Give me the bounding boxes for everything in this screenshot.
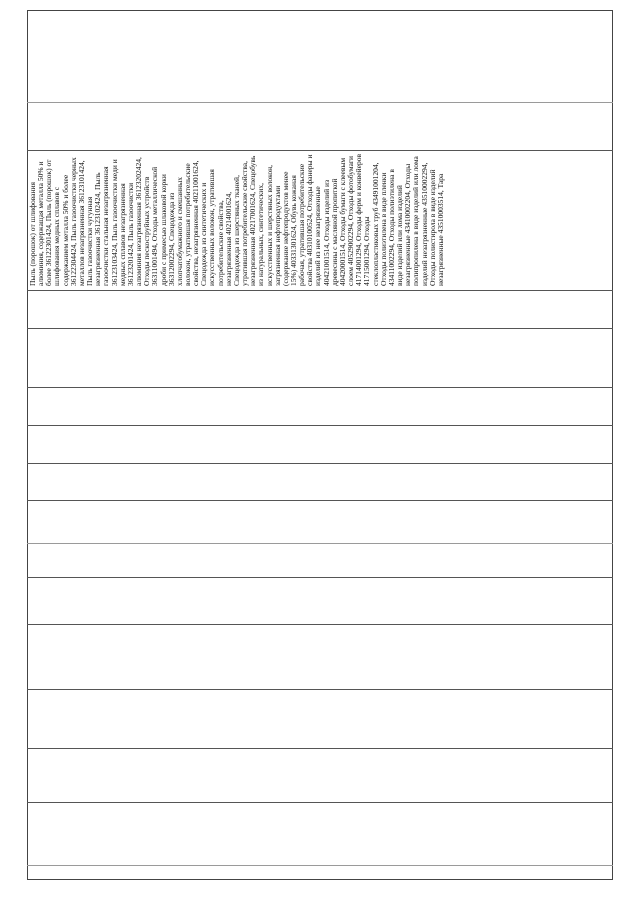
row-divider <box>27 290 613 291</box>
row-divider <box>27 500 613 501</box>
rotated-waste-list-cell <box>27 150 613 290</box>
row-divider <box>27 102 613 103</box>
row-divider <box>27 865 613 866</box>
row-divider <box>27 802 613 803</box>
row-divider <box>27 328 613 329</box>
row-divider <box>27 425 613 426</box>
row-divider <box>27 748 613 749</box>
row-divider <box>27 387 613 388</box>
table-frame <box>27 10 613 880</box>
row-divider <box>27 463 613 464</box>
row-divider <box>27 689 613 690</box>
row-divider <box>27 577 613 578</box>
row-divider <box>27 543 613 544</box>
waste-list-text: Пыль (порошок) от шлифования алюминия, содержащая металла 50% и более 36122301424, Пыль (порошок) от шлифования медных сплавов с содержанием металла 50% и более 36122304424, Пыль газоочистки черных металлов незагрязненная 36123101424, Пыль газоочистки чугунная незагрязненная 36123102424, Пыль газоочистки стальная незагрязненная 36123103424, Пыль газоочистки меди и медных сплавов незагрязненная 36123201424, Пыль газоочистки алюминия незагрязненная 36123202424, Отходы пескоструйных устройств 36311001494, Отходы металлической дроби с примесью шлаковой корки 36312002294, Спецодежда из хлопчатобумажного и смешанных волокон, утратившая потребительские свойства, незагрязненная 40211001624, Спецодежда из синтетических и искусственных волокон, утратившая потребительские свойства, незагрязненная 40214001624, Спецодежда из шерстяных тканей, утратившая потребительские свойства, незагрязненная 40217001624, Спецобувь из натуральных, синтетических, искусственных и шерстяных волокон, загрязненная нефтепродуктами (содержание нефтепродуктов менее 15%) 40331301624, Обувь кожаная рабочая, утратившая потребительские свойства 40310100524, Отходы фанеры и изделий из нее незагрязненные 40421001514, Отходы изделий из древесины с масляной пропиткой 40420001514, Отходы бумаги с клеевым слоем 40529002294, Отходы фотобумаги 41714001294, Отходы ферм и конвейеров 41715001294, Отходы стеклопластиковых труб 43491001204, Отходы полиэтилена в виде пленки 43411002294, Отходы полиэтилена в виде изделий или лома изделий незагрязненные 43410002204, Отходы полипропилена в виде изделий или лома изделий незагрязненные 43510002294, Отходы полистирола в виде изделий незагрязненные 43510003514, Тара <box>28 154 445 286</box>
row-divider <box>27 624 613 625</box>
